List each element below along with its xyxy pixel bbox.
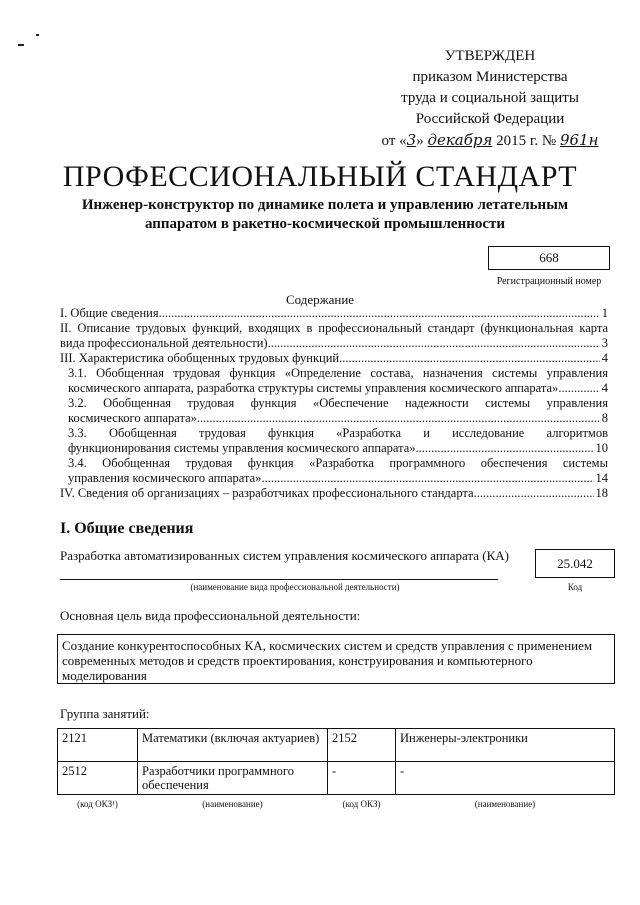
document-title: ПРОФЕССИОНАЛЬНЫЙ СТАНДАРТ bbox=[62, 160, 578, 193]
okz-code: 2121 bbox=[58, 729, 138, 762]
table-row bbox=[58, 762, 615, 795]
approval-line: труда и социальной защиты bbox=[401, 90, 579, 106]
section-heading: I. Общие сведения bbox=[60, 520, 194, 537]
okz-code: - bbox=[328, 762, 396, 795]
approval-line: УТВЕРЖДЕН bbox=[444, 48, 536, 64]
occupation-name: Математики (включая актуариев) bbox=[138, 729, 328, 762]
goal-label: Основная цель вида профессиональной деятельности: bbox=[60, 608, 361, 623]
okz-code: 2512 bbox=[58, 762, 138, 795]
approval-line: приказом Министерства bbox=[412, 69, 568, 85]
okz-code: 2152 bbox=[328, 729, 396, 762]
toc-item-cont: космического аппарата, разработка структуры системы управления космического аппарата» ..... 4 bbox=[68, 381, 608, 396]
approval-line: Российской Федерации bbox=[415, 111, 565, 127]
toc-item[interactable]: II. Описание трудовых функций, входящих в профессиональный стандарт (функциональная карта bbox=[60, 321, 608, 335]
activity-name: Разработка автоматизированных систем управления космического аппарата (КА) bbox=[60, 548, 510, 563]
occupation-name: - bbox=[396, 762, 615, 795]
activity-underline bbox=[60, 579, 498, 580]
approval-date: от «3» декабря 2015 г. № 961н bbox=[381, 131, 599, 149]
approval-month: декабря bbox=[427, 131, 493, 149]
occupation-name: Разработчики программного обеспечения bbox=[138, 762, 328, 795]
toc-item-cont: космического аппарата» ..... 8 bbox=[68, 411, 608, 426]
toc-item-cont: вида профессиональной деятельности) ..... 3 bbox=[60, 336, 608, 351]
scan-mark bbox=[18, 44, 24, 46]
activity-code: 25.042 bbox=[535, 549, 615, 578]
toc-item[interactable]: 3.1. Обобщенная трудовая функция «Определение состава, назначения системы управления bbox=[68, 366, 608, 380]
document-subtitle: Инженер-конструктор по динамике полета и управлению летательным аппаратом в ракетно-космической промышленности bbox=[81, 197, 569, 232]
table-caption: (наименование) bbox=[474, 799, 536, 809]
registration-number: 668 bbox=[488, 246, 610, 270]
toc-item[interactable]: III. Характеристика обобщенных трудовых функций ..... 4 bbox=[60, 351, 608, 366]
approval-number: 961н bbox=[559, 131, 599, 149]
activity-code-caption: Код bbox=[567, 582, 583, 592]
table-caption: (код ОКЗ) bbox=[342, 799, 381, 809]
toc-heading: Содержание bbox=[285, 292, 355, 307]
toc-item[interactable]: IV. Сведения об организациях – разработчиках профессионального стандарта ..... 18 bbox=[60, 486, 608, 501]
toc-item[interactable]: 3.3. Обобщенная трудовая функция «Разработка и исследование алгоритмов bbox=[68, 426, 608, 440]
table-of-contents bbox=[60, 306, 608, 501]
caption-row bbox=[58, 795, 615, 814]
occupation-name: Инженеры-электроники bbox=[396, 729, 615, 762]
toc-item[interactable]: 3.2. Обобщенная трудовая функция «Обеспечение надежности системы управления bbox=[68, 396, 608, 410]
table-caption: (код ОКЗ¹) bbox=[77, 799, 118, 809]
table-caption: (наименование) bbox=[202, 799, 263, 809]
activity-name-caption: (наименование вида профессиональной деятельности) bbox=[190, 582, 400, 592]
approval-day: 3 bbox=[406, 131, 417, 149]
group-label: Группа занятий: bbox=[60, 706, 150, 721]
table-row bbox=[58, 729, 615, 762]
toc-item-cont: функционирования системы управления космического аппарата» ..... 10 bbox=[68, 441, 608, 456]
toc-item-cont: управления космического аппарата» ..... 14 bbox=[68, 471, 608, 486]
scan-mark bbox=[36, 34, 39, 36]
approval-block bbox=[360, 46, 620, 152]
toc-item[interactable]: 3.4. Обобщенная трудовая функция «Разработка программного обеспечения системы bbox=[68, 456, 608, 470]
toc-item[interactable]: I. Общие сведения ..... 1 bbox=[60, 306, 608, 321]
goal-text: Создание конкурентоспособных КА, космических систем и средств управления с применением современных методов и средств проектирования, конструирования и компьютерного моделирования bbox=[57, 634, 615, 684]
occupation-group-table bbox=[57, 728, 615, 813]
registration-label: Регистрационный номер bbox=[496, 276, 602, 287]
